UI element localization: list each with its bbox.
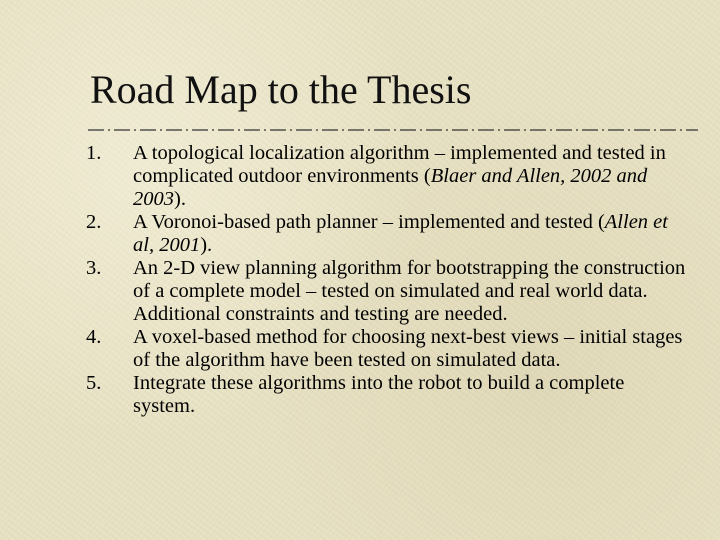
item-text-part: ). xyxy=(174,188,186,210)
list-item xyxy=(86,372,686,418)
item-text xyxy=(133,257,686,326)
numbered-list xyxy=(86,142,686,418)
list-item xyxy=(86,326,686,372)
item-text-part: A Voronoi-based path planner – implemented and tested ( xyxy=(133,211,605,233)
slide-title: Road Map to the Thesis xyxy=(90,67,472,112)
item-number: 4. xyxy=(86,326,102,348)
item-text xyxy=(133,142,686,211)
item-citation: Blaer and Allen, 2002 and 2003 xyxy=(133,165,648,210)
dash-dot-line xyxy=(88,127,698,133)
item-number: 2. xyxy=(86,211,102,233)
item-text-part: A topological localization algorithm – implemented and tested in complicated outdoor environments ( xyxy=(133,142,666,187)
list-item xyxy=(86,257,686,326)
item-text-part: An 2-D view planning algorithm for bootstrapping the construction of a complete model – tested on simulated and real world data. Additional constraints and testing are needed. xyxy=(133,257,686,325)
title-divider xyxy=(88,127,698,133)
item-text xyxy=(133,211,686,257)
item-number: 5. xyxy=(86,372,102,394)
list-item xyxy=(86,142,686,211)
item-text-part: Integrate these algorithms into the robot to build a complete system. xyxy=(133,372,625,417)
item-number: 1. xyxy=(86,142,102,164)
item-citation: Allen et al, 2001 xyxy=(133,211,668,256)
item-text xyxy=(133,326,686,372)
item-text-part: A voxel-based method for choosing next-best views – initial stages of the algorithm have been tested on simulated data. xyxy=(133,326,683,371)
item-text-part: ). xyxy=(200,234,213,256)
item-text xyxy=(133,372,686,418)
item-number: 3. xyxy=(86,257,102,279)
list-item xyxy=(86,211,686,257)
